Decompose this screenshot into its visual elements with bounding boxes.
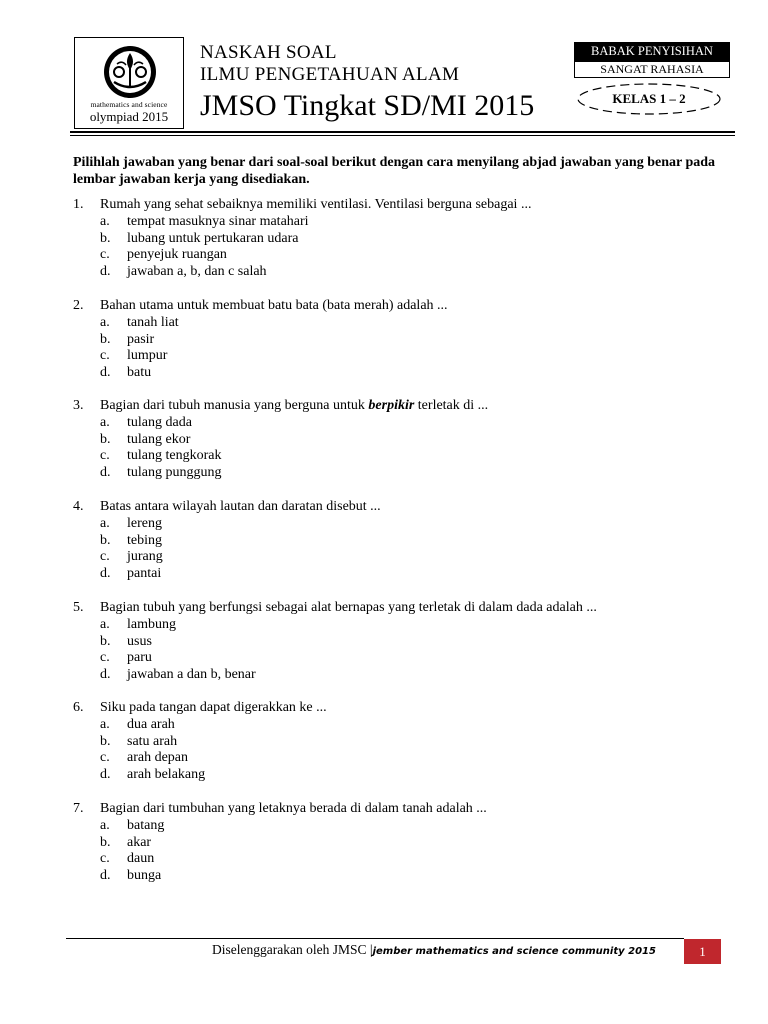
header-divider-bottom	[70, 135, 735, 136]
option-text: tulang ekor	[127, 431, 191, 447]
option-a	[73, 415, 733, 432]
option-b	[73, 332, 733, 349]
option-text: penyejuk ruangan	[127, 247, 227, 263]
option-c	[73, 247, 733, 264]
option-text: pasir	[127, 331, 155, 347]
question-stem	[73, 197, 733, 214]
option-letter: c.	[100, 650, 110, 666]
question-6	[73, 700, 733, 784]
question-number: 1.	[73, 197, 84, 212]
question-text: Rumah yang sehat sebaiknya memiliki ventilasi. Ventilasi berguna sebagai ...	[100, 197, 532, 212]
option-b	[73, 533, 733, 550]
option-c	[73, 348, 733, 365]
footer-organization: jember mathematics and science community 2015	[372, 946, 656, 957]
jmso-logo-emblem-icon	[102, 44, 158, 100]
question-number: 7.	[73, 801, 84, 816]
secrecy-label: SANGAT RAHASIA	[574, 61, 730, 78]
question-7	[73, 801, 733, 885]
option-letter: b.	[100, 633, 111, 649]
option-letter: d.	[100, 767, 111, 783]
option-c	[73, 750, 733, 767]
option-letter: c.	[100, 851, 110, 867]
option-letter: c.	[100, 247, 110, 263]
option-d	[73, 566, 733, 583]
question-text: Siku pada tangan dapat digerakkan ke ...	[100, 700, 327, 715]
header-divider-top	[70, 131, 735, 133]
option-d	[73, 264, 733, 281]
option-d	[73, 465, 733, 482]
question-text-end: terletak di ...	[414, 398, 489, 413]
option-a	[73, 214, 733, 231]
option-a	[73, 717, 733, 734]
option-text: tulang dada	[127, 414, 192, 430]
question-2	[73, 298, 733, 382]
class-level-badge	[576, 82, 722, 116]
question-stem	[73, 298, 733, 315]
stage-label: BABAK PENYISIHAN	[574, 42, 730, 61]
question-number: 6.	[73, 700, 84, 715]
option-d	[73, 365, 733, 382]
option-text: lumpur	[127, 348, 168, 364]
question-5	[73, 600, 733, 684]
option-text: paru	[127, 650, 152, 666]
option-b	[73, 734, 733, 751]
question-3	[73, 398, 733, 482]
option-letter: a.	[100, 716, 110, 732]
question-emphasis: berpikir	[368, 398, 415, 413]
option-d	[73, 868, 733, 885]
option-text: jawaban a dan b, benar	[127, 667, 256, 683]
option-letter: d.	[100, 264, 111, 280]
question-number: 2.	[73, 298, 84, 313]
logo-year: olympiad 2015	[89, 109, 169, 124]
option-a	[73, 315, 733, 332]
option-text: lereng	[127, 515, 162, 531]
footer-divider	[66, 938, 684, 939]
option-letter: d.	[100, 868, 111, 884]
option-letter: b.	[100, 431, 111, 447]
option-text: lubang untuk pertukaran udara	[127, 230, 299, 246]
option-c	[73, 650, 733, 667]
question-stem	[73, 600, 733, 617]
question-text: Batas antara wilayah lautan dan daratan disebut ...	[100, 499, 381, 514]
option-letter: b.	[100, 230, 111, 246]
option-a	[73, 818, 733, 835]
option-b	[73, 835, 733, 852]
option-letter: a.	[100, 616, 110, 632]
option-c	[73, 851, 733, 868]
option-c	[73, 448, 733, 465]
option-c	[73, 549, 733, 566]
option-text: dua arah	[127, 716, 175, 732]
question-text: Bahan utama untuk membuat batu bata (bata merah) adalah ...	[100, 298, 448, 313]
class-level-text: KELAS 1 – 2	[612, 91, 686, 106]
option-letter: d.	[100, 566, 111, 582]
question-stem	[73, 499, 733, 516]
option-letter: c.	[100, 750, 110, 766]
question-4	[73, 499, 733, 583]
option-letter: c.	[100, 448, 110, 464]
option-b	[73, 634, 733, 651]
option-letter: a.	[100, 515, 110, 531]
option-b	[73, 231, 733, 248]
question-number: 5.	[73, 600, 84, 615]
option-a	[73, 617, 733, 634]
question-text: Bagian dari tubuh manusia yang berguna untuk	[100, 398, 369, 413]
instruction-text: Pilihlah jawaban yang benar dari soal-soal berikut dengan cara menyilang abjad jawaban yang benar pada lembar jawaban kerja yang disediakan.	[73, 155, 716, 187]
option-letter: a.	[100, 414, 110, 430]
option-text: pantai	[127, 566, 162, 582]
option-text: arah depan	[127, 750, 189, 766]
option-text: usus	[127, 633, 152, 649]
option-text: jurang	[127, 549, 163, 565]
footer-credit	[212, 942, 656, 958]
option-text: daun	[127, 851, 155, 867]
option-text: akar	[127, 834, 152, 850]
option-a	[73, 516, 733, 533]
logo-caption: mathematics and science	[90, 100, 168, 109]
question-1	[73, 197, 733, 281]
question-number: 3.	[73, 398, 84, 413]
option-text: arah belakang	[127, 767, 206, 783]
option-text: satu arah	[127, 733, 178, 749]
option-letter: b.	[100, 532, 111, 548]
option-letter: c.	[100, 348, 110, 364]
option-text: batu	[127, 365, 152, 381]
option-letter: a.	[100, 213, 110, 229]
option-text: tebing	[127, 532, 162, 548]
option-d	[73, 767, 733, 784]
header-subject: ILMU PENGETAHUAN ALAM	[200, 64, 460, 85]
option-letter: a.	[100, 817, 110, 833]
question-stem	[73, 398, 733, 415]
option-text: tulang punggung	[127, 465, 222, 481]
option-text: tempat masuknya sinar matahari	[127, 213, 309, 229]
question-text: Bagian dari tumbuhan yang letaknya berada di dalam tanah adalah ...	[100, 801, 487, 816]
option-letter: d.	[100, 667, 111, 683]
option-d	[73, 667, 733, 684]
option-text: jawaban a, b, dan c salah	[127, 264, 267, 280]
header-naskah-soal: NASKAH SOAL	[200, 42, 337, 63]
option-letter: b.	[100, 834, 111, 850]
option-text: lambung	[127, 616, 176, 632]
option-letter: a.	[100, 314, 110, 330]
question-stem	[73, 700, 733, 717]
option-letter: d.	[100, 365, 111, 381]
option-b	[73, 432, 733, 449]
option-text: bunga	[127, 868, 162, 884]
option-letter: b.	[100, 331, 111, 347]
option-text: tanah liat	[127, 314, 179, 330]
option-text: tulang tengkorak	[127, 448, 222, 464]
footer-organizer: Diselenggarakan oleh JMSC |	[212, 942, 373, 957]
option-letter: c.	[100, 549, 110, 565]
page-number: 1	[684, 939, 721, 964]
jmso-logo	[74, 37, 184, 129]
option-letter: b.	[100, 733, 111, 749]
option-letter: d.	[100, 465, 111, 481]
page-title: JMSO Tingkat SD/MI 2015	[200, 89, 535, 122]
option-text: batang	[127, 817, 165, 833]
question-text: Bagian tubuh yang berfungsi sebagai alat bernapas yang terletak di dalam dada adalah ...	[100, 600, 597, 615]
question-stem	[73, 801, 733, 818]
question-number: 4.	[73, 499, 84, 514]
